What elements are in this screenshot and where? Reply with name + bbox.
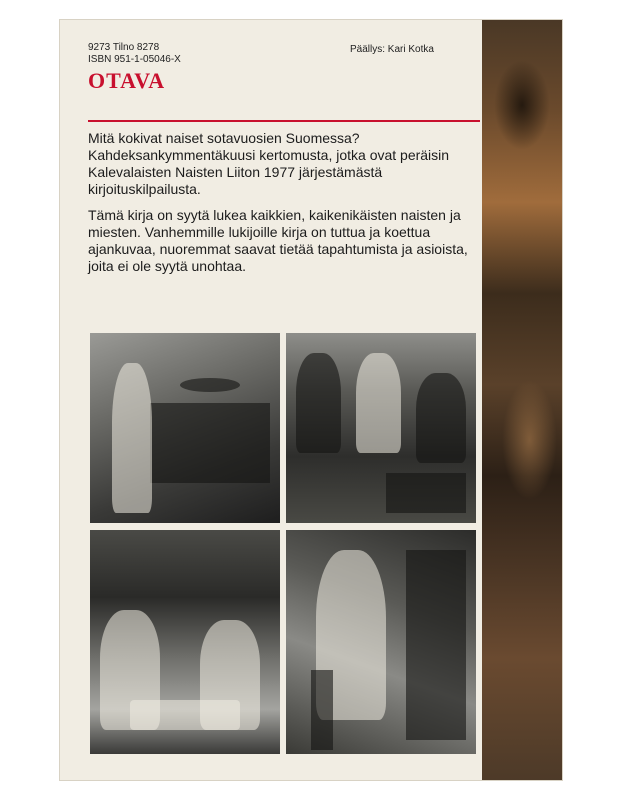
- catalog-info: [88, 42, 181, 66]
- photo-women-baking-bread: [90, 530, 280, 754]
- blurb-paragraph-2: Tämä kirja on syytä lukea kaikkien, kaikenikäisten naisten ja miesten. Vanhemmille lukijoille kirja on tuttua ja koettua ajankuvaa, nuoremmat saavat tietää tapahtumista ja asioista, joita ei ole syytä unohtaa.: [88, 207, 468, 274]
- isbn: ISBN 951-1-05046-X: [88, 54, 181, 65]
- divider-rule: [88, 120, 480, 122]
- blurb: [88, 130, 488, 284]
- photo-women-digging-field: [286, 333, 476, 523]
- book-back-cover: [60, 20, 562, 780]
- blurb-paragraph-1: Mitä kokivat naiset sotavuosien Suomessa? Kahdeksankymmentäkuusi kertomusta, jotka ovat peräisin Kalevalaisten Naisten Liiton 1977 järjestämästä kirjoituskilpailusta.: [88, 130, 450, 197]
- photo-woman-cooking-cart: [90, 333, 280, 523]
- cover-credit: Päällys: Kari Kotka: [350, 44, 434, 55]
- photo-woman-sitting-forest: [286, 530, 476, 754]
- cover-spine-photo: [482, 20, 562, 780]
- catalog-number: 9273 Tilno 8278: [88, 42, 160, 53]
- publisher-logo: OTAVA: [88, 68, 166, 93]
